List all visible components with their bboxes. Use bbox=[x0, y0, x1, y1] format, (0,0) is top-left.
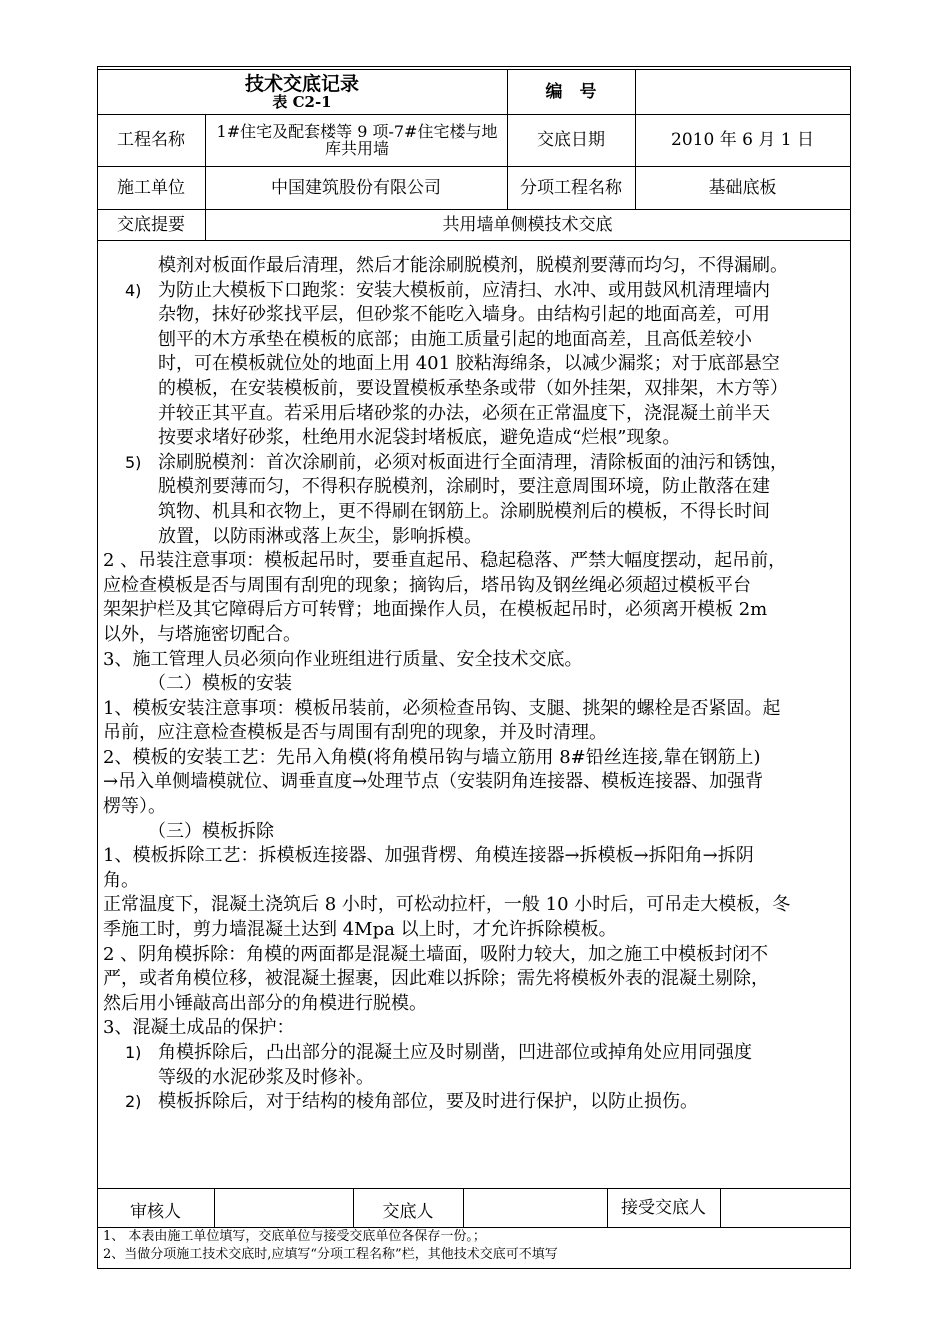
project-name-label: 工程名称 bbox=[117, 130, 185, 150]
disclosure-content bbox=[103, 254, 849, 1115]
content-line: 并较正其平直。若采用后堵砂浆的办法，必须在正常温度下，浇混凝土前半天 bbox=[158, 402, 770, 424]
footnote-1: 1、 本表由施工单位填写，交底单位与接受交底单位各保存一份。； bbox=[103, 1229, 486, 1244]
section-heading: （二）模板的安装 bbox=[148, 673, 292, 695]
table-border-bottom bbox=[97, 1268, 851, 1269]
list-number: 4) bbox=[125, 280, 142, 300]
list-item-5 bbox=[103, 451, 849, 476]
list-number: 1) bbox=[125, 1043, 142, 1062]
content-line: 脱模剂要薄而匀，不得积存脱模剂，涂刷时，要注意周围环境，防止散落在建 bbox=[158, 476, 770, 498]
contractor-label: 施工单位 bbox=[117, 177, 185, 198]
project-name-value[interactable]: 1#住宅及配套楼等 9 项-7#住宅楼与地库共用墙 bbox=[216, 122, 498, 158]
list-number: 5) bbox=[125, 452, 142, 472]
content-line: 2 、阴角模拆除：角模的两面都是混凝土墙面，吸附力较大，加之施工中模板封闭不 bbox=[103, 943, 769, 965]
table-border-left bbox=[97, 66, 98, 1269]
number-label: 编 号 bbox=[545, 81, 597, 102]
number-field[interactable] bbox=[635, 69, 850, 114]
table-border-right bbox=[850, 66, 851, 1269]
content-line: 为防止大模板下口跑浆：安装大模板前，应清扫、水冲、或用鼓风机清理墙内 bbox=[158, 279, 770, 301]
content-line: 2 、吊装注意事项：模板起吊时，要垂直起吊、稳起稳落、严禁大幅度摆动，起吊前， bbox=[103, 550, 787, 572]
content-line: 等级的水泥砂浆及时修补。 bbox=[158, 1066, 374, 1088]
content-line: 模剂对板面作最后清理，然后才能涂刷脱模剂，脱模剂要薄而均匀，不得漏刷。 bbox=[158, 255, 788, 276]
content-line: 角。 bbox=[103, 869, 139, 891]
content-line: 涂刷脱模剂：首次涂刷前，必须对板面进行全面清理，清除板面的油污和锈蚀， bbox=[158, 451, 788, 473]
content-line: 刨平的木方承垫在模板的底部；由施工质量引起的地面高差，且高低差较小 bbox=[158, 328, 752, 350]
content-line: 3、施工管理人员必须向作业班组进行质量、安全技术交底。 bbox=[103, 648, 583, 670]
content-line: 模板拆除后，对于结构的棱角部位，要及时进行保护，以防止损伤。 bbox=[158, 1091, 698, 1113]
date-label: 交底日期 bbox=[537, 130, 605, 150]
content-line: 楞等）。 bbox=[103, 796, 166, 818]
document-title: 技术交底记录 bbox=[244, 72, 359, 95]
title-cell bbox=[97, 69, 507, 114]
content-line: 3、混凝土成品的保护： bbox=[103, 1017, 295, 1039]
content-line: 2、模板的安装工艺：先吊入角模(将角模吊钩与墙立筋用 8#铅丝连接,靠在钢筋上) bbox=[103, 746, 761, 768]
subproject-value[interactable]: 基础底板 bbox=[708, 177, 777, 198]
discloser-label: 交底人 bbox=[382, 1202, 434, 1222]
date-value[interactable]: 2010 年 6 月 1 日 bbox=[671, 130, 814, 150]
content-line: 1、模板拆除工艺：拆模板连接器、加强背楞、角模连接器→拆模板→拆阳角→拆阴 bbox=[103, 845, 754, 867]
row-divider-4 bbox=[97, 240, 851, 241]
content-line: 架架护栏及其它障碍后方可转臂；地面操作人员，在模板起吊时，必须离开模板 2m bbox=[103, 599, 768, 621]
receiver-label: 接受交底人 bbox=[621, 1197, 706, 1218]
content-line: 季施工时，剪力墙混凝土达到 4Mpa 以上时，才允许拆除模板。 bbox=[103, 919, 617, 941]
content-line: 严，或者角模位移，被混凝土握裹，因此难以拆除；需先将模板外表的混凝土剔除， bbox=[103, 968, 769, 990]
footnote-2: 2、当做分项施工技术交底时,应填写“分项工程名称”栏，其他技术交底可不填写 bbox=[103, 1247, 558, 1262]
discloser-field[interactable] bbox=[463, 1188, 607, 1227]
content-line: 正常温度下，混凝土浇筑后 8 小时，可松动拉杆，一般 10 小时后，可吊走大模板，冬 bbox=[103, 894, 791, 916]
content-line: 筑物、机具和衣物上，更不得刷在钢筋上。涂刷脱模剂后的模板，不得长时间 bbox=[158, 500, 770, 522]
list-item-1 bbox=[103, 1041, 849, 1066]
content-line: 按要求堵好砂浆，杜绝用水泥袋封堵板底，避免造成“烂根”现象。 bbox=[158, 427, 681, 449]
reviewer-label: 审核人 bbox=[130, 1202, 181, 1222]
list-item-4 bbox=[103, 279, 849, 304]
content-line: 角模拆除后，凸出部分的混凝土应及时剔凿，凹进部位或掉角处应用同强度 bbox=[158, 1042, 752, 1063]
content-line: 1、模板安装注意事项：模板吊装前，必须检查吊钩、支腿、挑架的螺栓是否紧固。起 bbox=[103, 697, 781, 719]
contractor-value[interactable]: 中国建筑股份有限公司 bbox=[271, 177, 441, 198]
reviewer-field[interactable] bbox=[214, 1188, 353, 1227]
content-line: 的模板，在安装模板前，要设置模板承垫条或带（如外挂架，双排架，木方等） bbox=[158, 377, 788, 399]
subproject-label: 分项工程名称 bbox=[520, 177, 622, 198]
content-line: 然后用小锤敲高出部分的角模进行脱模。 bbox=[103, 992, 427, 1014]
list-number: 2) bbox=[125, 1092, 142, 1112]
summary-value[interactable]: 共用墙单侧模技术交底 bbox=[442, 214, 613, 235]
summary-label: 交底提要 bbox=[117, 214, 185, 235]
section-heading: （三）模板拆除 bbox=[148, 820, 274, 842]
content-line: 应检查模板是否与周围有刮兜的现象；摘钩后，塔吊钩及钢丝绳必须超过模板平台 bbox=[103, 574, 751, 596]
content-line: 放置，以防雨淋或落上灰尘，影响拆模。 bbox=[158, 525, 482, 547]
content-line: 吊前，应注意检查模板是否与周围有刮兜的现象，并及时清理。 bbox=[103, 722, 607, 744]
content-line: 杂物，抹好砂浆找平层，但砂浆不能吃入墙身。由结构引起的地面高差，可用 bbox=[158, 304, 770, 326]
form-code: 表 C2-1 bbox=[272, 92, 332, 111]
receiver-field[interactable] bbox=[720, 1188, 850, 1227]
content-line: 时，可在模板就位处的地面上用 401 胶粘海绵条，以减少漏浆；对于底部悬空 bbox=[158, 353, 780, 375]
content-line: →吊入单侧墙模就位、调垂直度→处理节点（安装阴角连接器、模板连接器、加强背 bbox=[103, 771, 764, 793]
content-line: 以外，与塔施密切配合。 bbox=[103, 623, 301, 645]
list-item-2 bbox=[103, 1090, 849, 1115]
table-border-top bbox=[97, 66, 851, 67]
